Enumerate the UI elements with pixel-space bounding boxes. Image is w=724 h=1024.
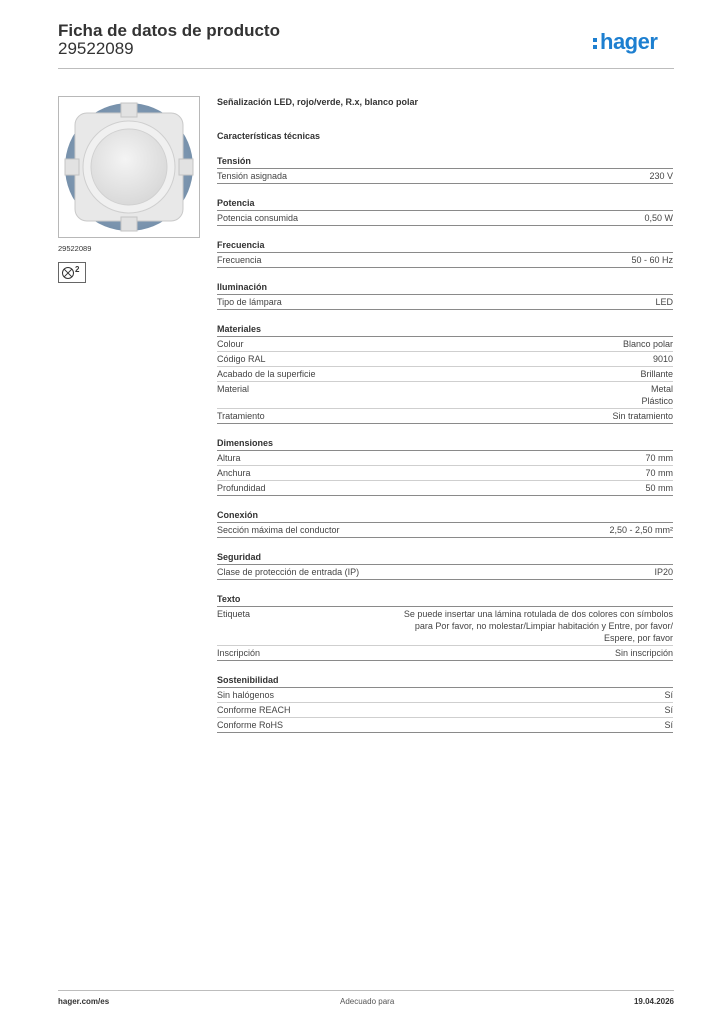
spec-row	[217, 466, 673, 481]
tech-heading: Características técnicas	[217, 131, 321, 141]
spec-label: Altura	[217, 453, 241, 463]
spec-row	[217, 169, 673, 184]
spec-label: Tratamiento	[217, 411, 265, 421]
section-frecuencia	[217, 239, 673, 268]
section-title: Potencia	[217, 197, 673, 211]
logo-wordmark: hager	[600, 29, 658, 54]
section-title: Dimensiones	[217, 437, 673, 451]
spec-content	[217, 96, 673, 733]
spec-value: Metal Plástico	[641, 384, 673, 406]
section-seguridad	[217, 551, 673, 580]
section-dimensiones	[217, 437, 673, 496]
footer-suitable-for: Adecuado para	[340, 997, 395, 1006]
section-potencia	[217, 197, 673, 226]
spec-value: 230 V	[649, 171, 673, 181]
spec-value: LED	[655, 297, 673, 307]
product-image	[59, 97, 199, 237]
spec-value: Sí	[664, 705, 673, 715]
section-title: Seguridad	[217, 551, 673, 565]
spec-row	[217, 523, 673, 538]
spec-row	[217, 688, 673, 703]
spec-label: Anchura	[217, 468, 251, 478]
led-lamp-class-2-icon	[58, 262, 86, 283]
spec-value: 50 mm	[645, 483, 673, 493]
spec-label: Frecuencia	[217, 255, 262, 265]
spec-row	[217, 607, 673, 646]
spec-value: 70 mm	[645, 468, 673, 478]
spec-value: 9010	[652, 354, 673, 364]
spec-value: Sí	[664, 720, 673, 730]
section-title: Conexión	[217, 509, 673, 523]
spec-value: Sin tratamiento	[612, 411, 673, 421]
section-texto	[217, 593, 673, 661]
spec-label: Material	[217, 384, 250, 394]
spec-label: Colour	[217, 339, 244, 349]
section-tension	[217, 155, 673, 184]
image-caption: 29522089	[58, 244, 92, 253]
section-title: Frecuencia	[217, 239, 673, 253]
spec-value: Sin inscripción	[614, 648, 673, 658]
logo-dot-bottom	[593, 45, 597, 49]
spec-label: Profundidad	[217, 483, 266, 493]
spec-row	[217, 565, 673, 580]
spec-row	[217, 409, 673, 424]
spec-label: Tensión asignada	[217, 171, 288, 181]
spec-label: Código RAL	[217, 354, 266, 364]
spec-label: Conforme REACH	[217, 705, 291, 715]
section-materiales	[217, 323, 673, 424]
spec-row	[217, 367, 673, 382]
product-image-frame	[58, 96, 200, 238]
spec-label: Sección máxima del conductor	[217, 525, 340, 535]
spec-label: Conforme RoHS	[217, 720, 284, 730]
footer-date: 19.04.2026	[633, 997, 674, 1006]
section-title: Tensión	[217, 155, 673, 169]
spec-row	[217, 337, 673, 352]
section-title: Iluminación	[217, 281, 673, 295]
footer-website-link[interactable]: hager.com/es	[58, 997, 110, 1006]
spec-row	[217, 295, 673, 310]
spec-value: 70 mm	[645, 453, 673, 463]
page-title: Ficha de datos de producto	[58, 21, 280, 40]
spec-row	[217, 718, 673, 733]
spec-value: Brillante	[640, 369, 673, 379]
section-conexion	[217, 509, 673, 538]
spec-row	[217, 382, 673, 409]
spec-value: IP20	[654, 567, 673, 577]
product-title: Señalización LED, rojo/verde, R.x, blanco polar	[217, 97, 419, 107]
spec-label: Etiqueta	[217, 609, 251, 619]
section-iluminacion	[217, 281, 673, 310]
spec-row	[217, 253, 673, 268]
spec-value: 0,50 W	[644, 213, 673, 223]
spec-row	[217, 481, 673, 496]
spec-row	[217, 451, 673, 466]
header-divider	[58, 68, 674, 69]
section-title: Texto	[217, 593, 673, 607]
spec-value: Sí	[664, 690, 673, 700]
spec-label: Clase de protección de entrada (IP)	[217, 567, 360, 577]
spec-label: Inscripción	[217, 648, 261, 658]
section-title: Sostenibilidad	[217, 674, 673, 688]
spec-row	[217, 646, 673, 661]
section-title: Materiales	[217, 323, 673, 337]
spec-label: Acabado de la superficie	[217, 369, 316, 379]
spec-label: Sin halógenos	[217, 690, 275, 700]
spec-row	[217, 211, 673, 226]
spec-value: 50 - 60 Hz	[631, 255, 673, 265]
hager-logo	[592, 28, 674, 56]
spec-row	[217, 352, 673, 367]
spec-value: Se puede insertar una lámina rotulada de dos colores con símbolos para Por favor, no molestar/Limpiar habitación y Entre, por favor/ Espere, por favor	[403, 609, 673, 643]
spec-label: Potencia consumida	[217, 213, 299, 223]
spec-value: 2,50 - 2,50 mm²	[609, 525, 673, 535]
product-number: 29522089	[58, 39, 134, 58]
spec-row	[217, 703, 673, 718]
spec-label: Tipo de lámpara	[217, 297, 282, 307]
spec-value: Blanco polar	[622, 339, 673, 349]
symbol-superscript: 2	[75, 265, 80, 274]
logo-dot-top	[593, 38, 597, 42]
section-sostenibilidad	[217, 674, 673, 733]
footer-divider	[58, 990, 674, 991]
